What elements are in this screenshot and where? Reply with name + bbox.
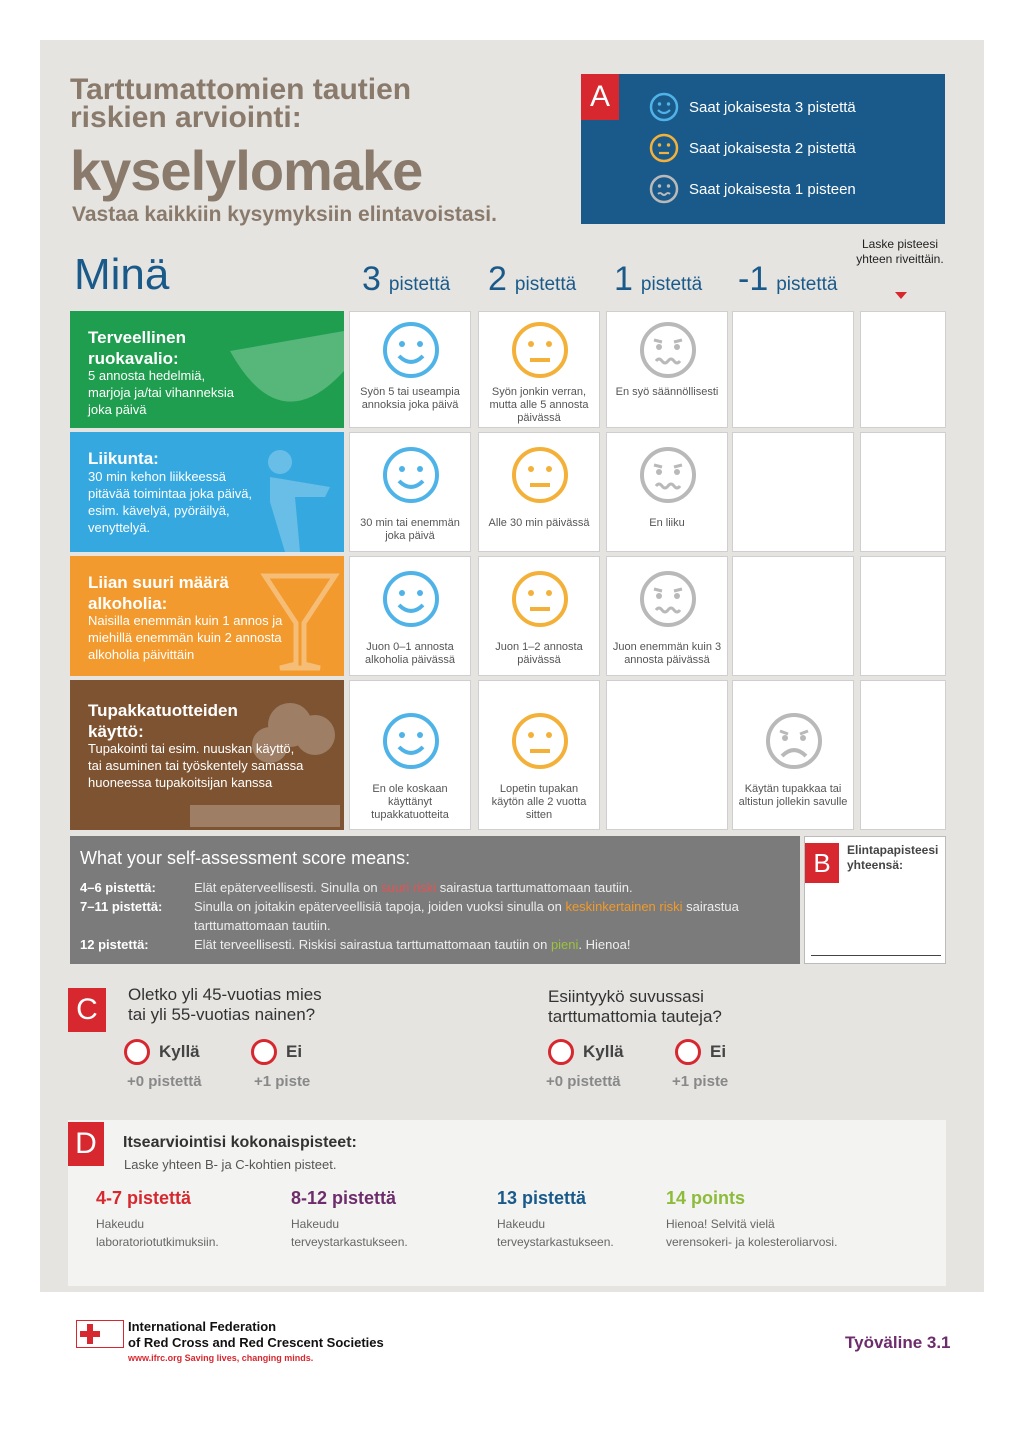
column-header-2 [488, 260, 576, 299]
question-text: tai yli 55-vuotias nainen? [128, 1005, 316, 1024]
title-lines [70, 73, 412, 134]
row-total-cell[interactable] [860, 432, 946, 552]
row-total-cell[interactable] [860, 311, 946, 428]
score-range-label: 12 pistettä: [80, 937, 149, 952]
score-meaning-box [70, 836, 800, 964]
result-text: Hakeudu [497, 1217, 546, 1231]
answer-caption: En ole koskaan käyttänyt tupakkatuotteita [371, 783, 449, 821]
legend-text: Saat jokaisesta 1 pisteen [689, 180, 856, 198]
answer-caption: Juon 1–2 annosta päivässä [495, 641, 583, 666]
question-text: Esiintyykö suvussasi [548, 987, 704, 1006]
result-text: Hienoa! Selvitä vielä [666, 1217, 775, 1231]
answer-caption: En liiku [649, 517, 685, 529]
category-title: Terveellinen ruokavalio: [88, 328, 186, 368]
score-text: . Hienoa! [578, 937, 631, 952]
column-number: 3 [362, 260, 381, 298]
result-range-title: 14 points [666, 1188, 746, 1208]
risk-highlight: suuri riski [381, 880, 437, 895]
answer-cell-empty[interactable] [732, 556, 854, 676]
score-row [80, 897, 790, 935]
result-text: terveystarkastukseen. [497, 1235, 614, 1249]
option-points: +0 pistettä [546, 1073, 621, 1090]
answer-caption: Juon enemmän kuin 3 annosta päivässä [612, 641, 722, 666]
question-family [548, 987, 722, 1027]
score-text: sairastua tarttumattomaan tautiin. [194, 899, 739, 933]
category-alcohol [70, 556, 344, 676]
answer-cell[interactable] [478, 680, 600, 830]
section-letter-d: D [68, 1122, 104, 1166]
risk-highlight: pieni [550, 937, 579, 952]
lifestyle-total-label: Elintapapisteesi yhteensä: [847, 843, 939, 872]
org-url[interactable]: www.ifrc.org Saving lives, changing minds. [128, 1353, 314, 1363]
section-title: Minä [74, 250, 170, 299]
sum-note: Laske pisteesi yhteen riveittäin. [856, 237, 944, 266]
answer-cell-empty[interactable] [606, 680, 728, 830]
answer-cell[interactable] [606, 432, 728, 552]
score-text: Sinulla on joitakin epäterveellisiä tapoja, joiden vuoksi sinulla on [194, 899, 566, 914]
score-range-label: 4–6 pistettä: [80, 880, 156, 895]
answer-caption: 30 min tai enemmän joka päivä [360, 517, 460, 542]
legend-box [581, 74, 945, 224]
section-letter-c: C [68, 988, 106, 1032]
row-total-cell[interactable] [860, 556, 946, 676]
option-age-yes[interactable] [124, 1039, 200, 1065]
legend-item-3 [649, 92, 856, 122]
category-title: Liikunta: [88, 449, 159, 468]
column-label: pistettä [640, 274, 703, 295]
section-letter-b: B [805, 843, 839, 883]
category-desc: Naisilla enemmän kuin 1 annos ja miehillä enemmän kuin 2 annosta alkoholia päivittäin [88, 613, 283, 662]
question-age [128, 985, 322, 1025]
result-range-title: 13 pistettä [497, 1188, 587, 1208]
option-family-no[interactable] [675, 1039, 726, 1065]
answer-cell[interactable] [349, 311, 471, 428]
risk-highlight: keskinkertainen riski [565, 899, 683, 914]
column-number: -1 [738, 260, 769, 298]
page-subtitle: Vastaa kaikkiin kysymyksiin elintavoistasi. [72, 203, 497, 226]
option-points: +0 pistettä [127, 1073, 202, 1090]
column-label: pistettä [776, 274, 838, 295]
radio-circle-icon[interactable] [124, 1039, 150, 1065]
answer-cell[interactable] [478, 556, 600, 676]
answer-cell[interactable] [349, 556, 471, 676]
answer-cell[interactable] [478, 311, 600, 428]
score-range-label: 7–11 pistettä: [80, 899, 163, 914]
lifestyle-total-box[interactable] [804, 836, 946, 964]
org-name-line: of Red Cross and Red Crescent Societies [128, 1335, 384, 1350]
legend-item-2 [649, 133, 856, 163]
answer-caption: Käytän tupakkaa tai altistun jollekin savulle [738, 783, 848, 808]
answer-caption: Syön jonkin verran, mutta alle 5 annosta päivässä [489, 386, 589, 424]
result-range [291, 1188, 408, 1251]
smiley-neutral-icon [510, 711, 570, 771]
option-label: Ei [286, 1042, 303, 1061]
smiley-happy-icon [381, 320, 441, 380]
result-text: Hakeudu [291, 1217, 340, 1231]
radio-circle-icon[interactable] [251, 1039, 277, 1065]
option-age-no[interactable] [251, 1039, 302, 1065]
total-score-title: Itsearviointisi kokonaispisteet: [123, 1134, 357, 1151]
score-meaning-title: What your self-assessment score means: [80, 848, 411, 868]
smiley-happy-icon [381, 445, 441, 505]
answer-caption: Lopetin tupakan käytön alle 2 vuotta sitten [491, 783, 587, 821]
answer-cell-empty[interactable] [732, 311, 854, 428]
column-header-1 [614, 260, 702, 299]
legend-letter: A [581, 74, 619, 120]
row-total-cell[interactable] [860, 680, 946, 830]
radio-circle-icon[interactable] [548, 1039, 574, 1065]
result-range [497, 1188, 614, 1251]
radio-circle-icon[interactable] [675, 1039, 701, 1065]
category-desc: Tupakointi tai esim. nuuskan käyttö, tai asuminen tai työskentely samassa huoneessa tupakoitsijan kanssa [88, 741, 304, 790]
total-score-subtitle: Laske yhteen B- ja C-kohtien pisteet. [124, 1157, 337, 1172]
result-range [666, 1188, 837, 1251]
smiley-worried-icon [649, 174, 679, 204]
category-desc: 30 min kehon liikkeessä pitävää toimintaa joka päivä, esim. kävelyä, pyöräilyä, venyttelyä. [88, 469, 253, 535]
org-name [128, 1319, 384, 1351]
option-points: +1 piste [672, 1073, 729, 1090]
option-family-yes[interactable] [548, 1039, 624, 1065]
result-range-title: 8-12 pistettä [291, 1188, 397, 1208]
smiley-neutral-icon [510, 445, 570, 505]
column-number: 1 [614, 260, 633, 298]
page-title: kyselylomake [70, 139, 423, 202]
option-label: Ei [710, 1042, 727, 1061]
tool-number: Työväline 3.1 [845, 1333, 951, 1352]
smiley-happy-icon [381, 711, 441, 771]
answer-cell[interactable] [478, 432, 600, 552]
answer-cell[interactable] [349, 432, 471, 552]
answer-caption: Syön 5 tai useampia annoksia joka päivä [360, 386, 460, 411]
smiley-sad-icon [764, 711, 824, 771]
column-header-3 [362, 260, 450, 299]
red-cross-crescent-icon [76, 1320, 124, 1348]
answer-caption: En syö säännöllisesti [615, 386, 719, 398]
legend-text: Saat jokaisesta 2 pistettä [689, 139, 856, 157]
smiley-worried-icon [638, 320, 698, 380]
result-text: terveystarkastukseen. [291, 1235, 408, 1249]
legend-item-1 [649, 174, 856, 204]
red-cross-logo [76, 1320, 124, 1353]
category-title: Tupakkatuotteiden käyttö: [88, 701, 238, 741]
score-row [80, 878, 790, 897]
column-label: pistettä [514, 274, 577, 295]
column-number: 2 [488, 260, 507, 298]
total-score-panel [68, 1120, 946, 1286]
score-row [80, 935, 790, 954]
down-arrow-icon [895, 292, 907, 299]
column-label: pistettä [388, 274, 451, 295]
option-label: Kyllä [159, 1042, 200, 1061]
answer-cell[interactable] [606, 556, 728, 676]
result-text: laboratoriotutkimuksiin. [96, 1235, 219, 1249]
question-text: Oletko yli 45-vuotias mies [128, 985, 322, 1004]
title-line-2: riskien arviointi: [70, 101, 302, 134]
result-text: verensokeri- ja kolesteroliarvosi. [666, 1235, 838, 1249]
category-exercise [70, 432, 344, 552]
category-desc: 5 annosta hedelmiä, marjoja ja/tai vihanneksia joka päivä [88, 368, 234, 417]
column-header-minus1 [738, 260, 838, 299]
smiley-neutral-icon [510, 569, 570, 629]
smiley-happy-icon [381, 569, 441, 629]
answer-caption: Alle 30 min päivässä [488, 517, 590, 529]
question-text: tarttumattomia tauteja? [548, 1007, 722, 1026]
org-name-line: International Federation [128, 1319, 277, 1334]
smiley-worried-icon [638, 569, 698, 629]
smiley-happy-icon [649, 92, 679, 122]
answer-cell[interactable] [732, 680, 854, 830]
total-line [811, 955, 941, 956]
answer-cell[interactable] [606, 311, 728, 428]
category-diet [70, 311, 344, 428]
answer-caption: Juon 0–1 annosta alkoholia päivässä [365, 641, 455, 666]
smiley-neutral-icon [649, 133, 679, 163]
score-text: Elät terveellisesti. Riskisi sairastua tarttumattomaan tautiin on [194, 937, 551, 952]
title-line-1: Tarttumattomien tautien [70, 73, 412, 106]
result-text: Hakeudu [96, 1217, 145, 1231]
score-text: sairastua tarttumattomaan tautiin. [436, 880, 633, 895]
legend-text: Saat jokaisesta 3 pistettä [689, 98, 856, 116]
smiley-worried-icon [638, 445, 698, 505]
option-points: +1 piste [254, 1073, 311, 1090]
smiley-neutral-icon [510, 320, 570, 380]
category-title: Liian suuri määrä alkoholia: [88, 573, 229, 613]
option-label: Kyllä [583, 1042, 624, 1061]
result-range [96, 1188, 219, 1251]
score-text: Elät epäterveellisesti. Sinulla on [194, 880, 382, 895]
answer-cell-empty[interactable] [732, 432, 854, 552]
category-tobacco [70, 680, 344, 830]
answer-cell[interactable] [349, 680, 471, 830]
result-range-title: 4-7 pistettä [96, 1188, 192, 1208]
